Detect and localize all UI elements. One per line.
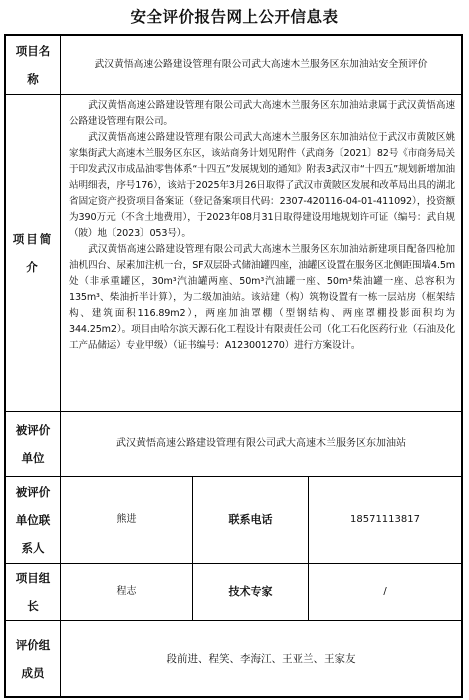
project-name-value: 武汉黄悟高速公路建设管理有限公司武大高速木兰服务区东加油站安全预评价 bbox=[94, 59, 428, 70]
evaluation-members-value: 段前进、程笑、李海江、王亚兰、王家友 bbox=[166, 652, 356, 665]
page-title: 安全评价报告网上公开信息表 bbox=[130, 8, 339, 26]
contact-person-value: 熊进 bbox=[116, 514, 137, 525]
info-table bbox=[4, 34, 463, 698]
technical-expert-value: / bbox=[383, 586, 387, 597]
project-intro-label: 项目简介 bbox=[12, 232, 54, 274]
project-leader-value: 程志 bbox=[116, 586, 137, 597]
contact-person-label: 被评价单位联系人 bbox=[15, 485, 51, 555]
project-name-label: 项目名称 bbox=[15, 44, 51, 86]
contact-phone-label: 联系电话 bbox=[228, 513, 273, 526]
evaluated-unit-label: 被评价单位 bbox=[15, 423, 51, 465]
project-intro-text bbox=[61, 95, 461, 411]
technical-expert-label: 技术专家 bbox=[228, 585, 273, 598]
evaluated-unit-value: 武汉黄悟高速公路建设管理有限公司武大高速木兰服务区东加油站 bbox=[116, 438, 406, 449]
evaluation-members-label: 评价组成员 bbox=[15, 637, 51, 680]
contact-phone-value: 18571113817 bbox=[350, 514, 420, 525]
project-leader-label: 项目组长 bbox=[15, 571, 51, 613]
intro-paragraph: 武汉黄悟高速公路建设管理有限公司武大高速木兰服务区东加油站隶属于武汉黄悟高速公路建设管理有限公司。 bbox=[69, 100, 455, 127]
intro-paragraph: 武汉黄悟高速公路建设管理有限公司武大高速木兰服务区东加油站位于武汉市黄陂区姚家集街武大高速木兰服务区东区，该站商务计划见附件（武商务〔2021〕82号《市商务局关于印发武汉市成品油零售体系“十四五”发展规划的通知》附表3武汉市“十四五”规划新增加油站明细表，序号176），该站于2025年3月26日取得了武汉市黄陂区发展和改革局出具的湖北省固定资产投资项目备案证（登记备案项目代码：2307-420116-04-01-411092），投资额为390万元（不含土地费用），于2023年08月31日取得建设用地规划许可证（编号：武自规（陂）地〔2023〕053号）。 bbox=[69, 132, 455, 239]
intro-paragraph: 武汉黄悟高速公路建设管理有限公司武大高速木兰服务区东加油站新建项目配备四枪加油机四台、尿素加注机一台，SF双层卧式储油罐四座，油罐区设置在服务区北侧距围墙4.5m处（非承重罐区，30m³汽油罐两座、50m³汽油罐一座、50m³柴油罐一座、总容积为135m³、柴油折半计算），为二级加油站。该站建（构）筑物设置有一栋一层站房（框架结构、建筑面积116.89m2），两座加油罩棚（型钢结构、两座罩棚投影面积均为344.25m2）。项目由哈尔滨天源石化工程设计有限责任公司（化工石化医药行业（石油及化工产品储运）专业甲级）（证书编号：A123001270）进行方案设计。 bbox=[69, 244, 455, 351]
